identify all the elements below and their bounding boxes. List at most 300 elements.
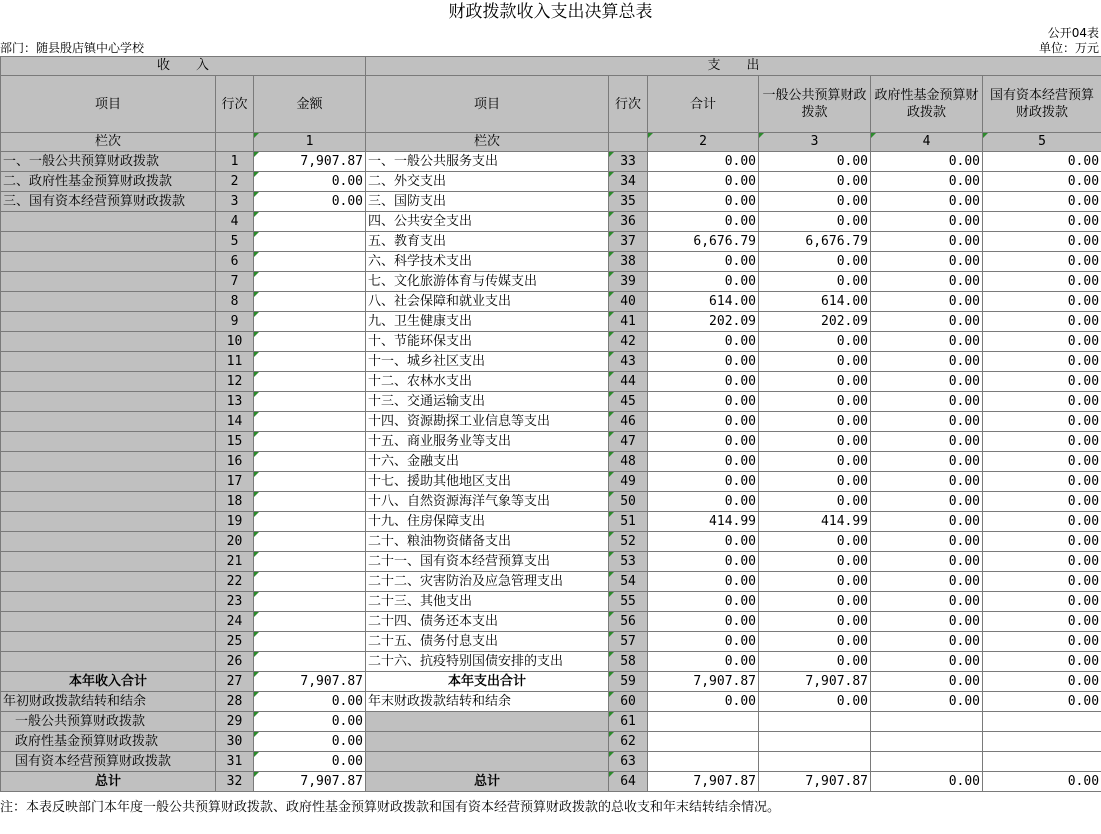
- income-amount: 7,907.87: [254, 772, 366, 792]
- expense-fund-budget: 0.00: [871, 612, 983, 632]
- expense-line-no: 56: [609, 612, 648, 632]
- expense-item: 六、科学技术支出: [366, 252, 609, 272]
- income-line-no: 12: [216, 372, 254, 392]
- expense-fund-budget: 0.00: [871, 352, 983, 372]
- column-row-blank: [216, 133, 254, 152]
- expense-fund-budget: 0.00: [871, 292, 983, 312]
- income-item: [1, 612, 216, 632]
- expense-general-budget: 7,907.87: [759, 772, 871, 792]
- income-item: 二、政府性基金预算财政拨款: [1, 172, 216, 192]
- expense-total: 0.00: [648, 392, 759, 412]
- expense-line-header: 行次: [609, 76, 648, 133]
- expense-item: 十一、城乡社区支出: [366, 352, 609, 372]
- expense-general-budget: [759, 712, 871, 732]
- column-number-1: 1: [254, 133, 366, 152]
- income-amount: 0.00: [254, 752, 366, 772]
- expense-capital-budget: 0.00: [983, 272, 1101, 292]
- income-line-no: 27: [216, 672, 254, 692]
- expense-fund-budget: 0.00: [871, 552, 983, 572]
- expense-total: 0.00: [648, 372, 759, 392]
- expense-total: 0.00: [648, 272, 759, 292]
- report-title: 财政拨款收入支出决算总表: [448, 2, 653, 22]
- income-item: [1, 532, 216, 552]
- expense-capital-budget: 0.00: [983, 532, 1101, 552]
- expense-fund-budget: 0.00: [871, 432, 983, 452]
- expense-line-no: 52: [609, 532, 648, 552]
- expense-line-no: 48: [609, 452, 648, 472]
- expense-item: 二十四、债务还本支出: [366, 612, 609, 632]
- expense-capital-budget: 0.00: [983, 232, 1101, 252]
- expense-capital-budget: 0.00: [983, 552, 1101, 572]
- expense-line-no: 44: [609, 372, 648, 392]
- income-item: [1, 552, 216, 572]
- expense-item: 一、一般公共服务支出: [366, 152, 609, 172]
- expense-capital-budget: [983, 752, 1101, 772]
- expense-fund-budget: 0.00: [871, 772, 983, 792]
- expense-capital-budget: 0.00: [983, 212, 1101, 232]
- expense-item: 二十二、灾害防治及应急管理支出: [366, 572, 609, 592]
- expense-capital-budget: 0.00: [983, 312, 1101, 332]
- expense-total: 7,907.87: [648, 672, 759, 692]
- income-item: 总计: [1, 772, 216, 792]
- income-line-no: 10: [216, 332, 254, 352]
- expense-total: 0.00: [648, 192, 759, 212]
- expense-line-no: 45: [609, 392, 648, 412]
- expense-capital-budget: 0.00: [983, 692, 1101, 712]
- income-line-no: 29: [216, 712, 254, 732]
- grand-total-row: [1, 772, 1101, 792]
- expense-fund-budget: 0.00: [871, 212, 983, 232]
- table-row: [1, 192, 1101, 212]
- income-line-no: 13: [216, 392, 254, 412]
- income-amount: [254, 612, 366, 632]
- expense-capital-budget: 0.00: [983, 612, 1101, 632]
- expense-fund-budget: 0.00: [871, 592, 983, 612]
- expense-fund-budget: [871, 732, 983, 752]
- expense-item: 十二、农林水支出: [366, 372, 609, 392]
- expense-item: 十七、援助其他地区支出: [366, 472, 609, 492]
- expense-total: 0.00: [648, 472, 759, 492]
- income-amount: 0.00: [254, 172, 366, 192]
- expense-item: 四、公共安全支出: [366, 212, 609, 232]
- expense-general-budget: 0.00: [759, 692, 871, 712]
- table-row: [1, 352, 1101, 372]
- expense-total: 0.00: [648, 572, 759, 592]
- income-amount: [254, 652, 366, 672]
- income-amount: [254, 572, 366, 592]
- table-row: [1, 472, 1101, 492]
- column-row-blank: [609, 133, 648, 152]
- expense-total: 0.00: [648, 152, 759, 172]
- expense-line-no: 50: [609, 492, 648, 512]
- expense-line-no: 58: [609, 652, 648, 672]
- table-row: [1, 212, 1101, 232]
- expense-line-no: 62: [609, 732, 648, 752]
- expense-item: 十三、交通运输支出: [366, 392, 609, 412]
- income-item: 一般公共预算财政拨款: [1, 712, 216, 732]
- expense-capital-budget: 0.00: [983, 192, 1101, 212]
- income-amount: [254, 592, 366, 612]
- expense-total: 0.00: [648, 412, 759, 432]
- expense-general-budget: 0.00: [759, 652, 871, 672]
- expense-total: 0.00: [648, 252, 759, 272]
- table-row: [1, 312, 1101, 332]
- table-row: [1, 432, 1101, 452]
- expense-line-no: 35: [609, 192, 648, 212]
- table-row: [1, 392, 1101, 412]
- table-row: [1, 612, 1101, 632]
- column-row-label: 栏次: [366, 133, 609, 152]
- expense-capital-budget: 0.00: [983, 672, 1101, 692]
- expense-general-budget: 0.00: [759, 532, 871, 552]
- expense-general-budget: 0.00: [759, 172, 871, 192]
- expense-line-no: 38: [609, 252, 648, 272]
- table-row: [1, 632, 1101, 652]
- expense-general-budget: 0.00: [759, 392, 871, 412]
- table-row: [1, 232, 1101, 252]
- income-amount: [254, 212, 366, 232]
- income-section-header: 收 入: [1, 57, 366, 76]
- subtotal-row: [1, 672, 1101, 692]
- expense-item: 五、教育支出: [366, 232, 609, 252]
- income-item: [1, 492, 216, 512]
- income-line-no: 22: [216, 572, 254, 592]
- expense-line-no: 33: [609, 152, 648, 172]
- income-item: [1, 252, 216, 272]
- income-item: [1, 652, 216, 672]
- expense-total: 0.00: [648, 492, 759, 512]
- expense-line-no: 63: [609, 752, 648, 772]
- income-item: [1, 272, 216, 292]
- income-item: [1, 632, 216, 652]
- expense-general-budget: 0.00: [759, 592, 871, 612]
- expense-fund-budget: 0.00: [871, 372, 983, 392]
- income-amount: [254, 392, 366, 412]
- income-amount: 7,907.87: [254, 152, 366, 172]
- income-line-no: 30: [216, 732, 254, 752]
- expense-line-no: 55: [609, 592, 648, 612]
- expense-general-budget: 0.00: [759, 632, 871, 652]
- expense-line-no: 34: [609, 172, 648, 192]
- expense-capital-budget: 0.00: [983, 432, 1101, 452]
- expense-total: 0.00: [648, 452, 759, 472]
- expense-item: 总计: [366, 772, 609, 792]
- expense-fund-budget: 0.00: [871, 652, 983, 672]
- total-header: 合计: [648, 76, 759, 133]
- expense-total: 0.00: [648, 332, 759, 352]
- expense-item: 二十一、国有资本经营预算支出: [366, 552, 609, 572]
- income-line-no: 17: [216, 472, 254, 492]
- table-row: [1, 452, 1101, 472]
- table-row: [1, 692, 1101, 712]
- income-item: 政府性基金预算财政拨款: [1, 732, 216, 752]
- table-row: [1, 592, 1101, 612]
- income-line-no: 31: [216, 752, 254, 772]
- expense-line-no: 42: [609, 332, 648, 352]
- income-item: [1, 232, 216, 252]
- income-item: 年初财政拨款结转和结余: [1, 692, 216, 712]
- income-line-no: 32: [216, 772, 254, 792]
- expense-line-no: 54: [609, 572, 648, 592]
- income-item: [1, 372, 216, 392]
- income-line-no: 28: [216, 692, 254, 712]
- table-row: [1, 712, 1101, 732]
- expense-capital-budget: 0.00: [983, 632, 1101, 652]
- expense-fund-budget: 0.00: [871, 492, 983, 512]
- expense-capital-budget: [983, 712, 1101, 732]
- income-amount: [254, 492, 366, 512]
- expense-total: 0.00: [648, 432, 759, 452]
- income-amount: [254, 232, 366, 252]
- expense-general-budget: 0.00: [759, 432, 871, 452]
- expense-general-budget: 0.00: [759, 212, 871, 232]
- income-amount: [254, 312, 366, 332]
- income-line-header: 行次: [216, 76, 254, 133]
- expense-total: 202.09: [648, 312, 759, 332]
- expense-general-budget: 0.00: [759, 372, 871, 392]
- income-item: 一、一般公共预算财政拨款: [1, 152, 216, 172]
- expense-item: 二十、粮油物资储备支出: [366, 532, 609, 552]
- income-amount: [254, 632, 366, 652]
- expense-line-no: 41: [609, 312, 648, 332]
- expense-item: 七、文化旅游体育与传媒支出: [366, 272, 609, 292]
- income-item: [1, 452, 216, 472]
- income-amount: [254, 532, 366, 552]
- expense-item: 二、外交支出: [366, 172, 609, 192]
- expense-fund-budget: 0.00: [871, 572, 983, 592]
- expense-fund-budget: 0.00: [871, 192, 983, 212]
- expense-item-header: 项目: [366, 76, 609, 133]
- expense-capital-budget: 0.00: [983, 292, 1101, 312]
- expense-general-budget: 614.00: [759, 292, 871, 312]
- table-row: [1, 512, 1101, 532]
- expense-item: 年末财政拨款结转和结余: [366, 692, 609, 712]
- table-row: [1, 272, 1101, 292]
- expense-fund-budget: 0.00: [871, 172, 983, 192]
- capital-budget-header: 国有资本经营预算财政拨款: [983, 76, 1101, 133]
- expense-capital-budget: 0.00: [983, 452, 1101, 472]
- table-row: [1, 752, 1101, 772]
- income-item: [1, 352, 216, 372]
- income-item: [1, 212, 216, 232]
- table-row: [1, 372, 1101, 392]
- income-line-no: 15: [216, 432, 254, 452]
- income-line-no: 8: [216, 292, 254, 312]
- income-line-no: 25: [216, 632, 254, 652]
- expense-capital-budget: 0.00: [983, 352, 1101, 372]
- table-row: [1, 152, 1101, 172]
- expense-line-no: 46: [609, 412, 648, 432]
- expense-line-no: 53: [609, 552, 648, 572]
- income-amount: [254, 412, 366, 432]
- unit-label: 单位：万元: [1038, 41, 1099, 55]
- income-amount: [254, 332, 366, 352]
- expense-general-budget: 0.00: [759, 472, 871, 492]
- expense-fund-budget: 0.00: [871, 632, 983, 652]
- expense-general-budget: [759, 732, 871, 752]
- expense-total: 0.00: [648, 212, 759, 232]
- expense-general-budget: 202.09: [759, 312, 871, 332]
- expense-fund-budget: 0.00: [871, 532, 983, 552]
- expense-item: 二十五、债务付息支出: [366, 632, 609, 652]
- income-item: [1, 312, 216, 332]
- table-row: [1, 252, 1101, 272]
- expense-line-no: 40: [609, 292, 648, 312]
- expense-item: 十九、住房保障支出: [366, 512, 609, 532]
- table-row: [1, 532, 1101, 552]
- income-amount: [254, 352, 366, 372]
- general-budget-header: 一般公共预算财政拨款: [759, 76, 871, 133]
- expense-section-header: 支 出: [366, 57, 1101, 76]
- income-line-no: 2: [216, 172, 254, 192]
- expense-item: 十五、商业服务业等支出: [366, 432, 609, 452]
- footnote: 注：本表反映部门本年度一般公共预算财政拨款、政府性基金预算财政拨款和国有资本经营预算财政拨款的总收支和年末结转结余情况。: [0, 800, 781, 815]
- expense-total: [648, 732, 759, 752]
- expense-total: 414.99: [648, 512, 759, 532]
- expense-fund-budget: 0.00: [871, 332, 983, 352]
- expense-fund-budget: [871, 712, 983, 732]
- expense-capital-budget: 0.00: [983, 392, 1101, 412]
- column-number-4: 4: [871, 133, 983, 152]
- table-row: [1, 732, 1101, 752]
- expense-total: 0.00: [648, 352, 759, 372]
- income-line-no: 7: [216, 272, 254, 292]
- column-number-5: 5: [983, 133, 1101, 152]
- expense-item: 二十三、其他支出: [366, 592, 609, 612]
- expense-fund-budget: 0.00: [871, 152, 983, 172]
- income-line-no: 3: [216, 192, 254, 212]
- expense-total: [648, 752, 759, 772]
- income-line-no: 26: [216, 652, 254, 672]
- expense-total: 0.00: [648, 652, 759, 672]
- income-amount: [254, 252, 366, 272]
- expense-item: 十四、资源勘探工业信息等支出: [366, 412, 609, 432]
- expense-line-no: 59: [609, 672, 648, 692]
- income-item: [1, 332, 216, 352]
- expense-capital-budget: 0.00: [983, 472, 1101, 492]
- income-item: 本年收入合计: [1, 672, 216, 692]
- expense-line-no: 43: [609, 352, 648, 372]
- expense-line-no: 37: [609, 232, 648, 252]
- table-row: [1, 652, 1101, 672]
- column-row-label: 栏次: [1, 133, 216, 152]
- income-amount: [254, 292, 366, 312]
- expense-fund-budget: 0.00: [871, 312, 983, 332]
- income-amount: 0.00: [254, 692, 366, 712]
- expense-general-budget: 0.00: [759, 272, 871, 292]
- income-line-no: 6: [216, 252, 254, 272]
- expense-capital-budget: 0.00: [983, 592, 1101, 612]
- expense-line-no: 36: [609, 212, 648, 232]
- expense-fund-budget: 0.00: [871, 512, 983, 532]
- expense-total: 0.00: [648, 612, 759, 632]
- income-line-no: 16: [216, 452, 254, 472]
- expense-fund-budget: 0.00: [871, 272, 983, 292]
- income-amount: 0.00: [254, 712, 366, 732]
- budget-table: [0, 56, 1101, 792]
- income-amount: [254, 432, 366, 452]
- department-label: 部门：随县殷店镇中心学校: [0, 41, 145, 55]
- income-line-no: 14: [216, 412, 254, 432]
- expense-item: 二十六、抗疫特别国债安排的支出: [366, 652, 609, 672]
- expense-general-budget: 0.00: [759, 552, 871, 572]
- expense-total: 0.00: [648, 552, 759, 572]
- expense-fund-budget: 0.00: [871, 252, 983, 272]
- column-number-2: 2: [648, 133, 759, 152]
- expense-fund-budget: 0.00: [871, 452, 983, 472]
- expense-total: 0.00: [648, 592, 759, 612]
- expense-capital-budget: 0.00: [983, 152, 1101, 172]
- expense-general-budget: 0.00: [759, 152, 871, 172]
- expense-fund-budget: 0.00: [871, 472, 983, 492]
- table-code: 公开04表: [1047, 26, 1099, 40]
- expense-line-no: 39: [609, 272, 648, 292]
- income-line-no: 5: [216, 232, 254, 252]
- income-item: 三、国有资本经营预算财政拨款: [1, 192, 216, 212]
- expense-fund-budget: 0.00: [871, 692, 983, 712]
- expense-line-no: 49: [609, 472, 648, 492]
- expense-general-budget: 0.00: [759, 192, 871, 212]
- table-row: [1, 292, 1101, 312]
- expense-general-budget: 7,907.87: [759, 672, 871, 692]
- expense-capital-budget: [983, 732, 1101, 752]
- income-line-no: 18: [216, 492, 254, 512]
- expense-capital-budget: 0.00: [983, 172, 1101, 192]
- income-item: [1, 572, 216, 592]
- income-amount: [254, 452, 366, 472]
- expense-fund-budget: 0.00: [871, 412, 983, 432]
- table-row: [1, 412, 1101, 432]
- income-amount: 7,907.87: [254, 672, 366, 692]
- expense-capital-budget: 0.00: [983, 772, 1101, 792]
- income-item: [1, 392, 216, 412]
- income-amount: [254, 372, 366, 392]
- expense-total: 6,676.79: [648, 232, 759, 252]
- expense-capital-budget: 0.00: [983, 652, 1101, 672]
- expense-capital-budget: 0.00: [983, 252, 1101, 272]
- fund-budget-header: 政府性基金预算财政拨款: [871, 76, 983, 133]
- income-item: [1, 412, 216, 432]
- table-row: [1, 572, 1101, 592]
- expense-capital-budget: 0.00: [983, 412, 1101, 432]
- expense-item: 本年支出合计: [366, 672, 609, 692]
- income-item: [1, 472, 216, 492]
- income-line-no: 19: [216, 512, 254, 532]
- expense-total: 0.00: [648, 532, 759, 552]
- income-amount: [254, 552, 366, 572]
- income-line-no: 1: [216, 152, 254, 172]
- expense-line-no: 51: [609, 512, 648, 532]
- income-line-no: 9: [216, 312, 254, 332]
- expense-general-budget: 414.99: [759, 512, 871, 532]
- expense-total: 7,907.87: [648, 772, 759, 792]
- expense-fund-budget: 0.00: [871, 672, 983, 692]
- expense-item: [366, 712, 609, 732]
- income-amount: [254, 272, 366, 292]
- income-amount: [254, 472, 366, 492]
- expense-general-budget: 0.00: [759, 412, 871, 432]
- expense-general-budget: 0.00: [759, 252, 871, 272]
- expense-item: 三、国防支出: [366, 192, 609, 212]
- expense-item: [366, 732, 609, 752]
- expense-line-no: 64: [609, 772, 648, 792]
- expense-general-budget: 0.00: [759, 572, 871, 592]
- expense-capital-budget: 0.00: [983, 572, 1101, 592]
- expense-line-no: 47: [609, 432, 648, 452]
- expense-item: 八、社会保障和就业支出: [366, 292, 609, 312]
- income-amount: [254, 512, 366, 532]
- expense-item: 十、节能环保支出: [366, 332, 609, 352]
